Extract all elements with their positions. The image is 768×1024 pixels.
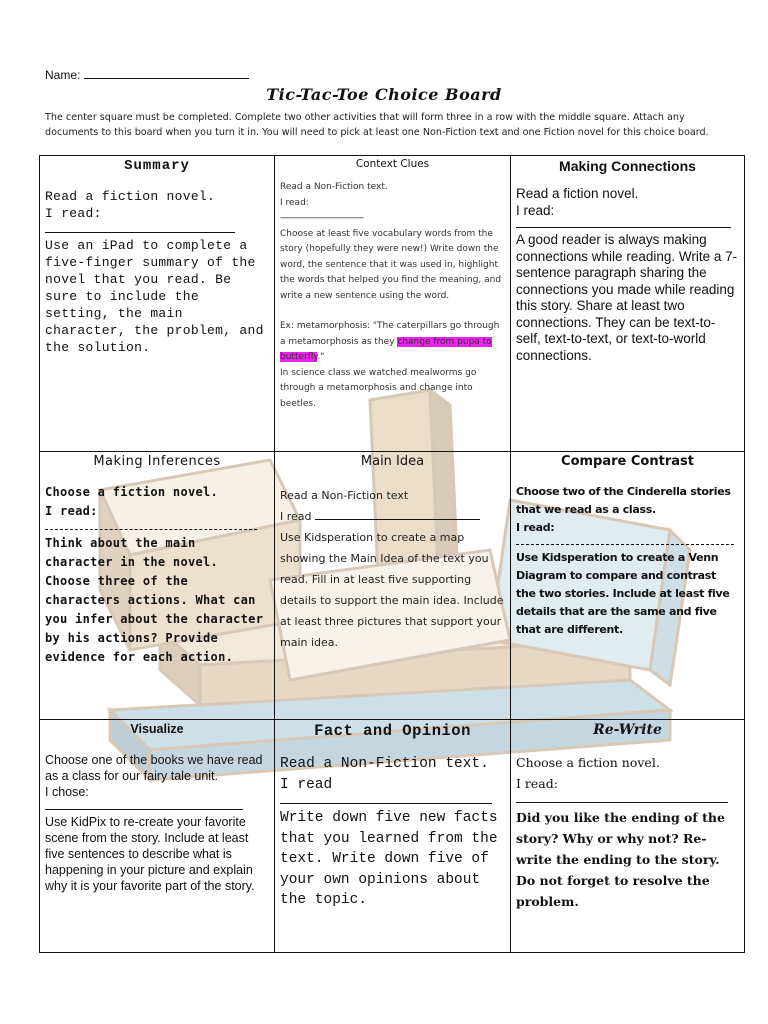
visualize-line1: Choose one of the books we have read as a class for our fairy tale unit. <box>45 753 263 784</box>
cell-title-fact-opinion: Fact and Opinion <box>314 722 471 740</box>
name-blank-line[interactable] <box>84 68 249 79</box>
cell-title-context-clues: Context Clues <box>355 158 430 170</box>
cell-making-connections <box>511 156 745 452</box>
context-example <box>280 319 505 366</box>
cell-fact-opinion <box>275 720 511 953</box>
rewrite-line2: I read: <box>516 776 558 791</box>
summary-line2: I read: <box>45 206 102 221</box>
compare-line2: I read: <box>516 521 555 534</box>
visualize-blank-line[interactable] <box>45 801 243 810</box>
context-line2: I read: <box>280 197 309 208</box>
cell-summary <box>40 156 275 452</box>
summary-body: Use an iPad to complete a five-finger summary of the novel that you read. Be sure to include the setting, the main character, the problem, and the solution. <box>45 238 264 355</box>
cell-visualize <box>40 720 275 953</box>
cell-main-idea <box>275 452 511 720</box>
fact-line1: Read a Non-Fiction text. <box>280 756 489 772</box>
connections-body: A good reader is always making connections while reading. Write a 7-sentence paragraph sharing the connections you made while reading this story. Share at least two connections. They can be text-to-self, text-to-text, or text-to-world connections. <box>516 232 738 363</box>
cell-title-summary: Summary <box>124 158 190 174</box>
main-idea-line2: I read <box>280 510 312 523</box>
cell-title-rewrite: Re-Write <box>593 722 662 738</box>
context-body: Choose at least five vocabulary words from the story (hopefully they were new!) Write down the word, the sentence that it was used in, highlight the words that helped you find the meaning, and write a new sentence using the word. <box>280 228 502 301</box>
choice-board-grid <box>39 155 745 953</box>
visualize-body: Use KidPix to re-create your favorite scene from the story. Include at least five sentences to describe what is happening in your picture and explain why it is your favorite part of the story. <box>45 814 255 894</box>
context-example-post: ." <box>317 352 325 362</box>
context-dash-line[interactable]: ------------------------------------- <box>280 213 364 223</box>
cell-context-clues <box>275 156 511 452</box>
context-line1: Read a Non-Fiction text. <box>280 182 388 192</box>
connections-blank-line[interactable] <box>516 219 731 228</box>
context-example-highlight: change from pupa to butterfly <box>280 336 492 362</box>
cell-title-visualize: Visualize <box>130 722 184 736</box>
cell-making-inferences <box>40 452 275 720</box>
compare-body: Use Kidsperation to create a Venn Diagram to compare and contrast the two stories. Include at least five details that are the same and five that are different. <box>516 551 730 636</box>
context-example-sentence: In science class we watched mealworms go through a metamorphosis and change into beetles. <box>280 367 477 409</box>
fact-body: Write down five new facts that you learned from the text. Write down five of your own opinions about the topic. <box>280 810 498 908</box>
rewrite-blank-line[interactable] <box>516 794 728 803</box>
compare-blank-line[interactable] <box>516 537 734 545</box>
compare-line1: Choose two of the Cinderella stories that we read as a class. <box>516 485 731 516</box>
inferences-blank-line[interactable] <box>45 521 257 530</box>
context-example-pre: Ex: metamorphosis: "The caterpillars go through a metamorphosis as they <box>280 321 500 347</box>
main-idea-blank-line[interactable] <box>315 511 480 520</box>
connections-line2: I read: <box>516 202 555 218</box>
cell-compare-contrast <box>511 452 745 720</box>
cell-title-main-idea: Main Idea <box>360 454 425 469</box>
main-idea-line1: Read a Non-Fiction text <box>280 489 409 502</box>
instructions-text: The center square must be completed. Complete two other activities that will form three in a row with the middle square. Attach any documents to this board when you turn it in. You will need to pick at least one Non-Fiction text and one Fiction novel for this choice board. <box>45 112 709 138</box>
cell-title-making-connections: Making Connections <box>559 158 696 174</box>
visualize-line2: I chose: <box>45 785 89 800</box>
cell-title-compare-contrast: Compare Contrast <box>561 454 694 469</box>
inferences-line2: I read: <box>45 504 98 518</box>
name-field[interactable] <box>45 68 249 82</box>
name-label: Name: <box>45 68 81 82</box>
connections-line1: Read a fiction novel. <box>516 186 639 201</box>
inferences-line1: Choose a fiction novel. <box>45 485 219 499</box>
summary-line1: Read a fiction novel. <box>45 189 216 204</box>
fact-blank-line[interactable] <box>280 795 492 804</box>
cell-rewrite <box>511 720 745 953</box>
cell-title-making-inferences: Making Inferences <box>93 454 221 469</box>
board-title: Tic-Tac-Toe Choice Board <box>266 85 502 104</box>
rewrite-line1: Choose a fiction novel. <box>516 755 660 770</box>
fact-line2: I read <box>280 776 333 793</box>
main-idea-body: Use Kidsperation to create a map showing the Main Idea of the text you read. Fill in at least five supporting details to support the main idea. Include at least three pictures that support your main idea. <box>280 531 504 649</box>
summary-blank-line[interactable] <box>45 222 235 233</box>
inferences-body: Think about the main character in the novel. Choose three of the characters actions. What can you infer about the character by his actions? Provide evidence for each action. <box>45 536 264 664</box>
rewrite-body: Did you like the ending of the story? Why or why not? Re-write the ending to the story. Do not forget to resolve the problem. <box>516 810 725 909</box>
